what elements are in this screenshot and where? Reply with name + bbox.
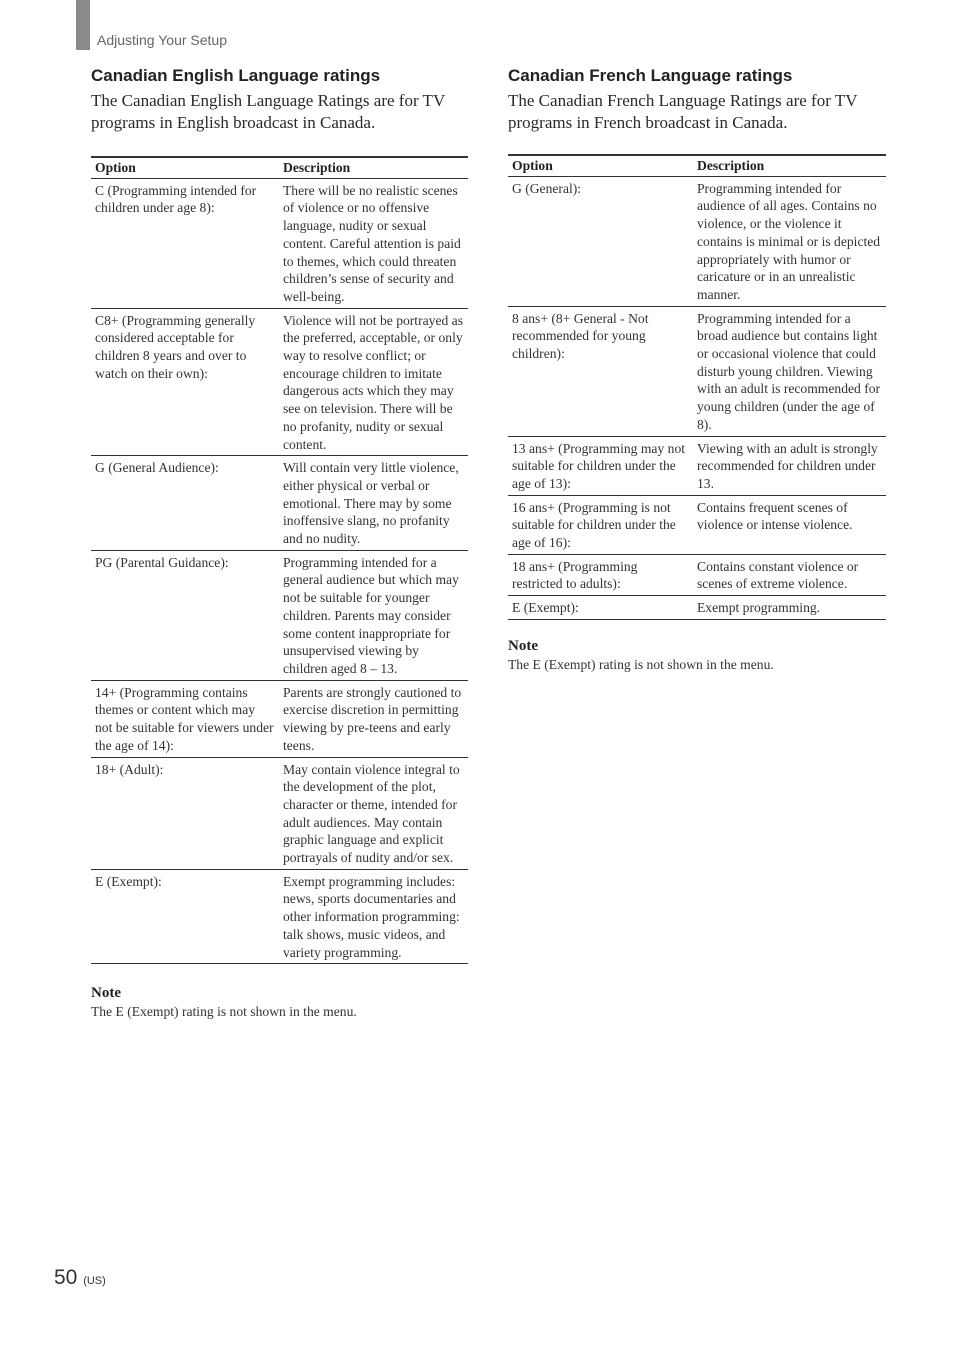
french-ratings-table [508, 154, 886, 620]
rating-option: 18 ans+ (Programming restricted to adults): [508, 554, 693, 595]
page-region-label: (US) [83, 1275, 106, 1287]
table-row [91, 456, 468, 551]
rating-description: Programming intended for audience of all ages. Contains no violence, or the violence it contains is minimal or is depicted appropriately with humor or caricature or in an unrealistic manner. [693, 176, 886, 306]
column-header-description: Description [279, 157, 468, 178]
french-note-title: Note [508, 637, 538, 654]
english-note-title: Note [91, 985, 121, 1002]
section-tab-bar [76, 0, 90, 50]
table-row [508, 436, 886, 495]
rating-option: C8+ (Programming generally considered acceptable for children 8 years and over to watch on their own): [91, 308, 279, 456]
english-note-text: The E (Exempt) rating is not shown in the menu. [91, 1004, 357, 1020]
rating-option: 14+ (Programming contains themes or content which may not be suitable for viewers under the age of 14): [91, 680, 279, 757]
rating-description: Violence will not be portrayed as the preferred, acceptable, or only way to resolve conflict; or encourage children to imitate dangerous acts which they may see on television. There will be no profanity, nudity or sexual content. [279, 308, 468, 456]
rating-option: 8 ans+ (8+ General - Not recommended for young children): [508, 306, 693, 436]
page-number [54, 1266, 106, 1290]
table-row [508, 554, 886, 595]
table-header-row [91, 157, 468, 178]
rating-description: Exempt programming. [693, 596, 886, 620]
rating-option: 16 ans+ (Programming is not suitable for children under the age of 16): [508, 495, 693, 554]
rating-description: Parents are strongly cautioned to exercise discretion in permitting viewing by pre-teens and early teens. [279, 680, 468, 757]
rating-option: E (Exempt): [508, 596, 693, 620]
rating-description: There will be no realistic scenes of violence or no offensive language, nudity or sexual content. Careful attention is paid to themes, which could threaten children’s sense of security and well-being. [279, 178, 468, 308]
rating-description: Programming intended for a broad audience but contains light or occasional violence that could disturb young children. Viewing with an adult is recommended for young children (under the age of 8). [693, 306, 886, 436]
table-row [508, 495, 886, 554]
section-header: Adjusting Your Setup [97, 32, 227, 48]
table-header-row [508, 155, 886, 176]
table-row [91, 550, 468, 680]
french-ratings-intro: The Canadian French Language Ratings are for TV programs in French broadcast in Canada. [508, 91, 858, 132]
english-ratings-section [91, 66, 468, 1020]
english-ratings-intro: The Canadian English Language Ratings are for TV programs in English broadcast in Canada. [91, 91, 445, 132]
table-row [91, 869, 468, 964]
rating-description: Exempt programming includes: news, sports documentaries and other information programming: talk shows, music videos, and variety programming. [279, 869, 468, 964]
english-ratings-table [91, 156, 468, 964]
english-ratings-title: Canadian English Language ratings [91, 66, 381, 85]
rating-option: C (Programming intended for children under age 8): [91, 178, 279, 308]
rating-option: 18+ (Adult): [91, 757, 279, 869]
rating-option: G (General): [508, 176, 693, 306]
rating-description: Programming intended for a general audience but which may not be suitable for younger children. Parents may consider some content inappropriate for unsupervised viewing by children aged 8 – 13. [279, 550, 468, 680]
table-row [91, 757, 468, 869]
page-number-value: 50 [54, 1266, 78, 1289]
table-row [508, 176, 886, 306]
table-row [91, 178, 468, 308]
rating-description: May contain violence integral to the development of the plot, character or theme, intended for adult audiences. May contain graphic language and explicit portrayals of nudity and/or sex. [279, 757, 468, 869]
column-header-option: Option [91, 157, 279, 178]
rating-option: PG (Parental Guidance): [91, 550, 279, 680]
rating-description: Will contain very little violence, either physical or verbal or emotional. There may by some inoffensive slang, no profanity and no nudity. [279, 456, 468, 551]
table-row [91, 680, 468, 757]
rating-option: 13 ans+ (Programming may not suitable for children under the age of 13): [508, 436, 693, 495]
table-row [508, 596, 886, 620]
french-ratings-section [508, 66, 886, 673]
column-header-description: Description [693, 155, 886, 176]
column-header-option: Option [508, 155, 693, 176]
french-ratings-title: Canadian French Language ratings [508, 66, 793, 85]
rating-description: Contains constant violence or scenes of extreme violence. [693, 554, 886, 595]
rating-option: E (Exempt): [91, 869, 279, 964]
rating-description: Viewing with an adult is strongly recommended for children under 13. [693, 436, 886, 495]
table-row [508, 306, 886, 436]
table-row [91, 308, 468, 456]
rating-description: Contains frequent scenes of violence or intense violence. [693, 495, 886, 554]
french-note-text: The E (Exempt) rating is not shown in the menu. [508, 656, 774, 672]
rating-option: G (General Audience): [91, 456, 279, 551]
